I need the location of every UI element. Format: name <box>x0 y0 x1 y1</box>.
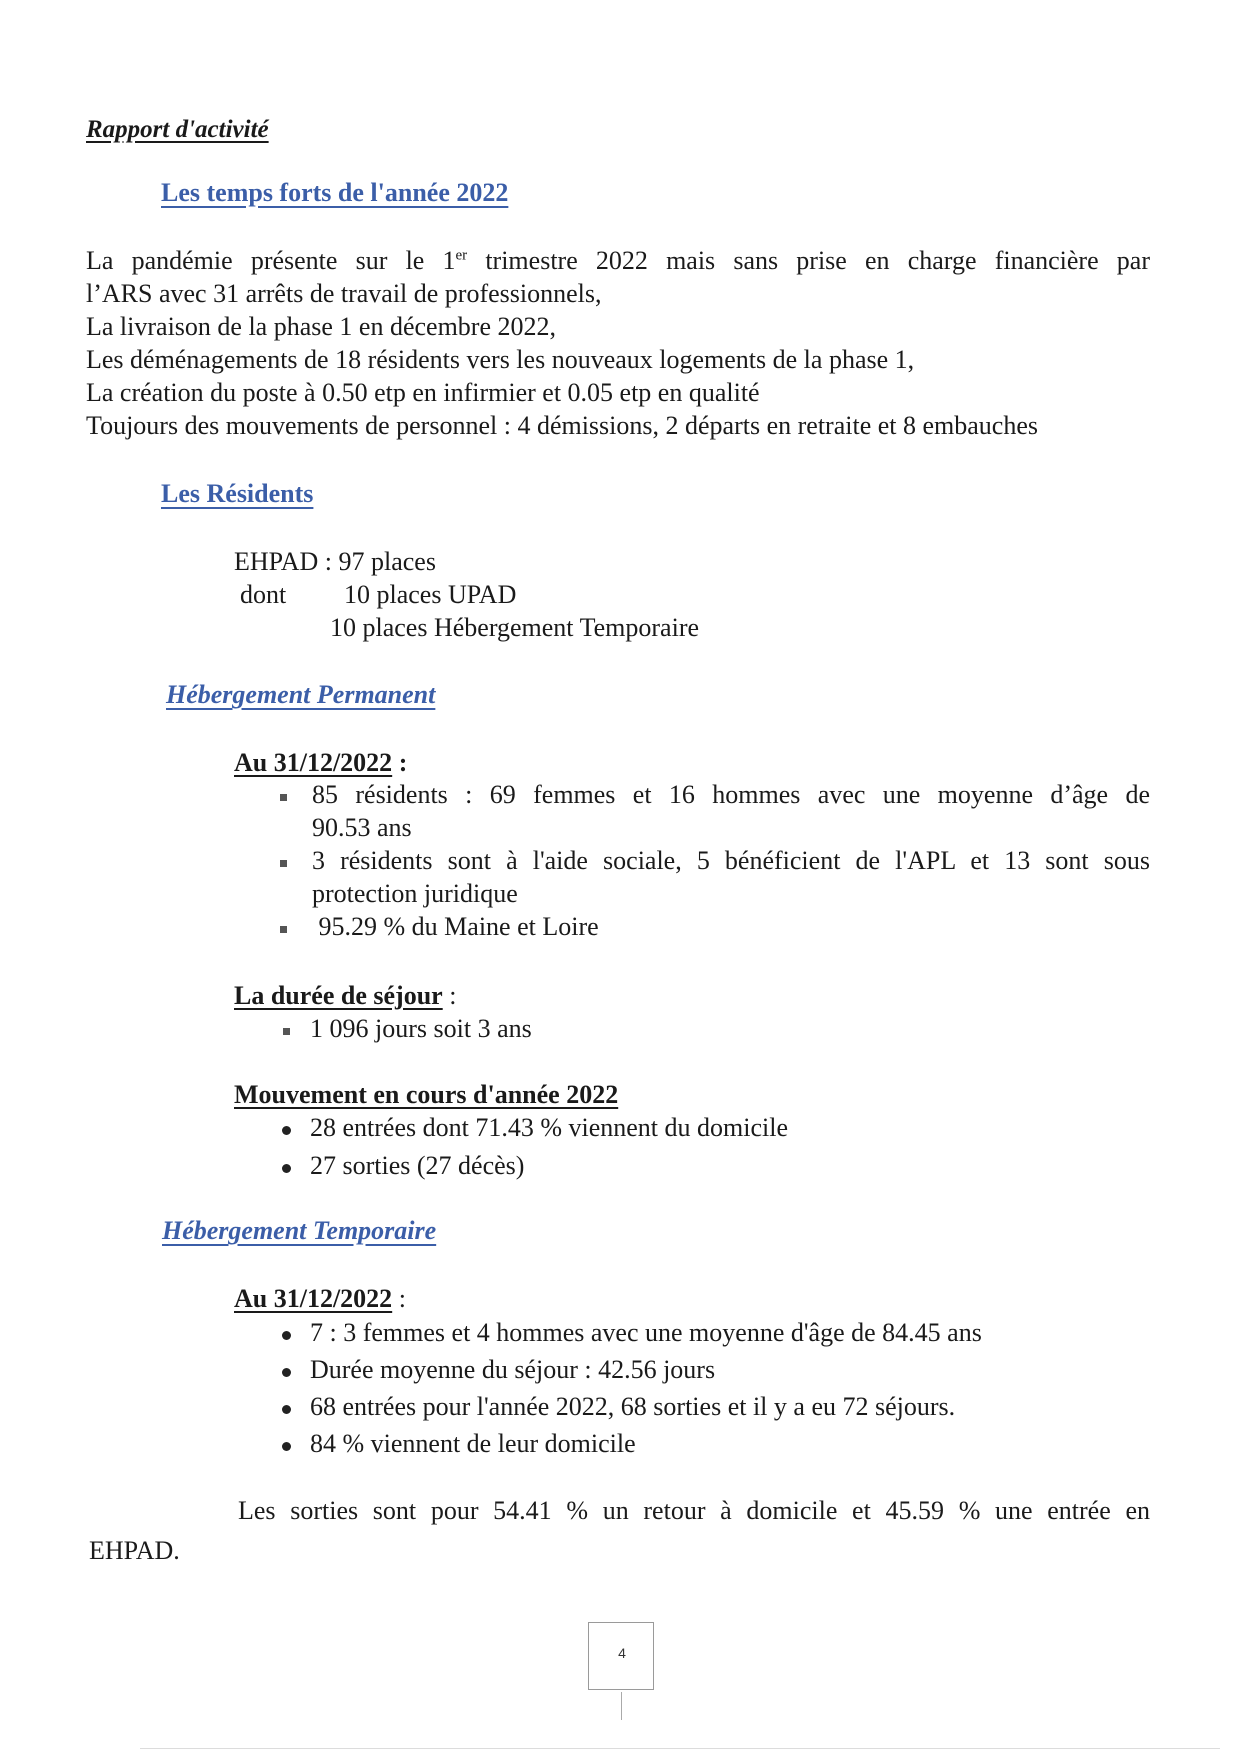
square-bullet-icon <box>280 860 287 867</box>
temporary-heading: Hébergement Temporaire <box>162 1216 437 1245</box>
stay-colon: : <box>442 981 457 1010</box>
highlights-line-3: La livraison de la phase 1 en décembre 2022, <box>86 312 556 341</box>
round-bullet-icon <box>282 1164 291 1173</box>
permanent-bullet-1-cont: 90.53 ans <box>312 813 412 842</box>
permanent-heading: Hébergement Permanent <box>166 680 436 709</box>
movement-bullet-1: 28 entrées dont 71.43 % viennent du domicile <box>310 1113 789 1142</box>
movement-bullet-2: 27 sorties (27 décès) <box>310 1151 525 1180</box>
highlights-line-1-a: La pandémie présente sur le 1 <box>86 246 456 275</box>
round-bullet-icon <box>282 1442 291 1451</box>
stay-heading-line <box>234 981 456 1011</box>
dont-label: dont <box>240 580 287 609</box>
highlights-line-4: Les déménagements de 18 résidents vers les nouveaux logements de la phase 1, <box>86 345 915 374</box>
permanent-bullet-2: 3 résidents sont à l'aide sociale, 5 bénéficient de l'APL et 13 sont sous <box>312 846 1150 875</box>
square-bullet-icon <box>283 1028 290 1035</box>
permanent-bullet-3: 95.29 % du Maine et Loire <box>312 912 599 941</box>
page-number-connector <box>621 1692 622 1720</box>
permanent-bullet-2-cont: protection juridique <box>312 879 518 908</box>
residents-heading: Les Résidents <box>161 479 314 508</box>
highlights-line-1-b: trimestre 2022 mais sans prise en charge financière par <box>467 246 1150 275</box>
temporary-bullet-2: Durée moyenne du séjour : 42.56 jours <box>310 1355 716 1384</box>
temporary-date-colon: : <box>392 1284 406 1313</box>
movement-heading: Mouvement en cours d'année 2022 <box>234 1080 619 1109</box>
temporary-places: 10 places Hébergement Temporaire <box>330 613 700 642</box>
round-bullet-icon <box>282 1331 291 1340</box>
exits-line: Les sorties sont pour 54.41 % un retour à domicile et 45.59 % une entrée en <box>238 1496 1150 1525</box>
highlights-line-5: La création du poste à 0.50 etp en infirmier et 0.05 etp en qualité <box>86 378 760 407</box>
upad-places: 10 places UPAD <box>344 580 517 609</box>
permanent-bullet-1: 85 résidents : 69 femmes et 16 hommes avec une moyenne d’âge de <box>312 780 1150 809</box>
square-bullet-icon <box>280 794 287 801</box>
page-number: 4 <box>618 1645 626 1661</box>
temporary-date: Au 31/12/2022 <box>234 1284 393 1313</box>
stay-heading: La durée de séjour <box>234 981 443 1010</box>
round-bullet-icon <box>282 1126 291 1135</box>
stay-bullet: 1 096 jours soit 3 ans <box>310 1014 532 1043</box>
document-title: Rapport d'activité <box>86 116 269 143</box>
temporary-bullet-4: 84 % viennent de leur domicile <box>310 1429 636 1458</box>
highlights-heading: Les temps forts de l'année 2022 <box>161 178 509 207</box>
square-bullet-icon <box>280 926 287 933</box>
exits-continuation: EHPAD. <box>89 1536 180 1565</box>
highlights-line-2: l’ARS avec 31 arrêts de travail de professionnels, <box>86 279 602 308</box>
temporary-date-heading <box>234 1284 406 1314</box>
ordinal-superscript: er <box>455 247 468 264</box>
page-number-box <box>588 1622 654 1690</box>
highlights-line-6: Toujours des mouvements de personnel : 4 démissions, 2 départs en retraite et 8 embauches <box>86 411 1038 440</box>
temporary-bullet-3: 68 entrées pour l'année 2022, 68 sorties et il y a eu 72 séjours. <box>310 1392 956 1421</box>
permanent-date: Au 31/12/2022 <box>234 748 393 777</box>
round-bullet-icon <box>282 1405 291 1414</box>
bottom-rule <box>140 1748 1220 1749</box>
round-bullet-icon <box>282 1368 291 1377</box>
highlights-line-1 <box>86 246 1150 276</box>
permanent-date-colon: : <box>392 748 408 777</box>
permanent-date-heading <box>234 748 407 778</box>
temporary-bullet-1: 7 : 3 femmes et 4 hommes avec une moyenne d'âge de 84.45 ans <box>310 1318 982 1347</box>
capacity-line: EHPAD : 97 places <box>234 547 436 576</box>
